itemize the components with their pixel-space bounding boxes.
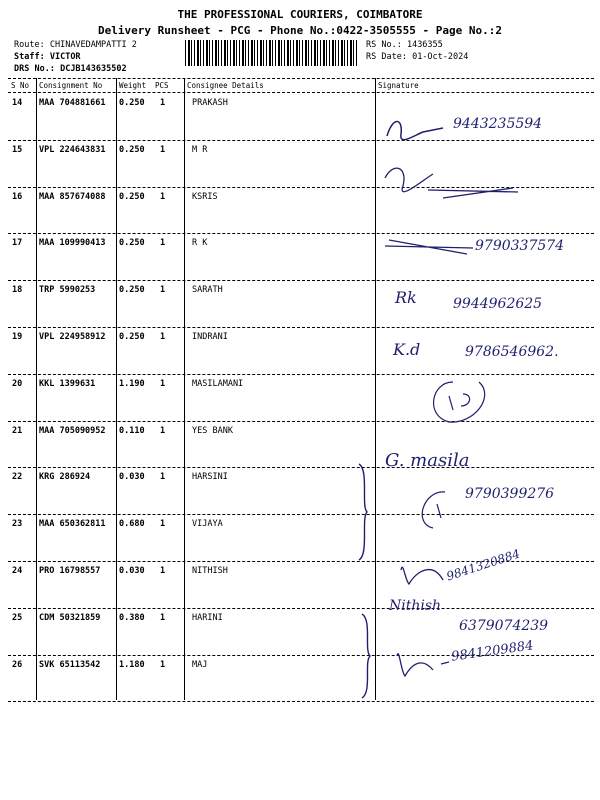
signature-row-20 (383, 430, 588, 484)
pcs-cell: 1 (160, 144, 166, 155)
signature-name: Nithish (389, 598, 442, 614)
signature-phone: 9786546962. (465, 344, 559, 360)
signature-row-22 (383, 540, 588, 594)
brace-bracket (355, 462, 371, 562)
rs-no-label: RS No.: (366, 40, 402, 50)
pcs-cell: 1 (160, 659, 166, 670)
signature-phone: 9790337574 (475, 238, 565, 254)
runsheet-table (8, 78, 594, 700)
pcs-cell: 1 (160, 378, 166, 389)
route-label: Route: (14, 40, 45, 50)
header-consignment: Consignment No (39, 81, 103, 90)
consignee-cell: SARATH (192, 285, 223, 296)
header-weight: Weight (119, 81, 147, 90)
consignee-cell: R K (192, 238, 208, 249)
weight-cell: 0.030 (119, 566, 145, 576)
consignee-cell: MASILAMANI (192, 378, 244, 389)
signature-phone: 6379074239 (459, 618, 549, 634)
pcs-cell: 1 (160, 425, 166, 436)
consignment-cell: VPL 224958912 (39, 332, 106, 342)
sno-cell: 16 (12, 191, 23, 202)
header-consignee: Consignee Details (187, 81, 264, 90)
consignee-cell: INDRANI (192, 332, 228, 342)
company-title: THE PROFESSIONAL COURIERS, COIMBATORE (177, 8, 423, 21)
sno-cell: 22 (12, 472, 23, 483)
sno-cell: 26 (12, 659, 23, 670)
sno-cell: 17 (12, 238, 23, 249)
consignment-cell: TRP 5990253 (39, 285, 96, 296)
consignment-cell: MAA 109990413 (39, 238, 106, 249)
consignee-cell: VIJAYA (192, 519, 223, 530)
sno-cell: 18 (12, 285, 23, 296)
consignee-cell: HARINI (192, 612, 223, 623)
consignment-cell: KRG 286924 (39, 472, 91, 483)
consignee-cell: M R (192, 144, 208, 155)
drs-label: DRS No.: (14, 64, 55, 74)
consignment-cell: PRO 16798557 (39, 566, 101, 576)
consignment-cell: MAA 705090952 (39, 425, 106, 436)
pcs-cell: 1 (160, 612, 166, 623)
signature-phone: 9841209884 (450, 638, 535, 665)
signature-name: K.d (393, 340, 421, 359)
rs-date-value: 01-Oct-2024 (412, 52, 469, 62)
signature-phone: 9841320884 (444, 546, 522, 584)
weight-cell: 0.250 (119, 144, 145, 155)
consignment-cell: VPL 224643831 (39, 144, 106, 155)
signature-phone: 9944962625 (453, 296, 543, 312)
row-rule (8, 701, 594, 702)
consignment-cell: SVK 65113542 (39, 659, 101, 670)
sno-cell: 24 (12, 566, 23, 576)
consignment-cell: MAA 857674088 (39, 191, 106, 202)
signature-row-25 (383, 638, 588, 692)
weight-cell: 0.680 (119, 519, 145, 530)
barcode (185, 40, 357, 66)
staff-label: Staff: (14, 52, 45, 62)
weight-cell: 0.250 (119, 238, 145, 249)
signature-scribble (383, 106, 588, 160)
signature-row-18 (383, 322, 588, 376)
signature-name: Rk (395, 288, 417, 307)
signature-row-16 (383, 214, 588, 268)
weight-cell: 1.190 (119, 378, 145, 389)
consignee-cell: PRAKASH (192, 98, 228, 108)
signature-row-15 (383, 160, 588, 214)
weight-cell: 0.250 (119, 285, 145, 296)
signature-phone: 9790399276 (465, 486, 555, 502)
consignment-cell: MAA 650362811 (39, 519, 106, 530)
sno-cell: 15 (12, 144, 23, 155)
signature-name: G. masila (385, 450, 470, 471)
rs-date-line (366, 52, 468, 62)
runsheet-subtitle: Delivery Runsheet - PCG - Phone No.:0422-3505555 - Page No.:2 (98, 24, 502, 37)
header-sno: S No (11, 81, 30, 90)
sno-cell: 14 (12, 98, 23, 108)
pcs-cell: 1 (160, 285, 166, 296)
pcs-cell: 1 (160, 332, 166, 342)
signature-scribble (383, 376, 588, 430)
rs-no-value: 1436355 (406, 40, 443, 50)
weight-cell: 1.180 (119, 659, 145, 670)
weight-cell: 0.110 (119, 425, 145, 436)
weight-cell: 0.030 (119, 472, 145, 483)
header-pcs: PCS (155, 81, 169, 90)
consignee-cell: KSRIS (192, 191, 218, 202)
route-line (14, 40, 137, 50)
consignee-cell: MAJ (192, 659, 208, 670)
signature-row-21 (383, 484, 588, 538)
header-rule (8, 92, 594, 93)
weight-cell: 0.250 (119, 98, 145, 108)
pcs-cell: 1 (160, 472, 166, 483)
pcs-cell: 1 (160, 238, 166, 249)
pcs-cell: 1 (160, 519, 166, 530)
drs-value: DCJB143635502 (60, 64, 127, 74)
pcs-cell: 1 (160, 566, 166, 576)
route-value: CHINAVEDAMPATTI 2 (49, 40, 137, 50)
consignment-cell: CDM 50321859 (39, 612, 101, 623)
consignment-cell: MAA 704881661 (39, 98, 106, 108)
drs-line (14, 64, 127, 74)
consignee-cell: HARSINI (192, 472, 228, 483)
weight-cell: 0.250 (119, 332, 145, 342)
consignee-cell: NITHISH (192, 566, 228, 576)
sno-cell: 21 (12, 425, 23, 436)
staff-value: VICTOR (49, 52, 81, 62)
pcs-cell: 1 (160, 191, 166, 202)
consignment-cell: KKL 1399631 (39, 378, 96, 389)
sno-cell: 19 (12, 332, 23, 342)
rs-no-line (366, 40, 443, 50)
sno-cell: 25 (12, 612, 23, 623)
sno-cell: 23 (12, 519, 23, 530)
rs-date-label: RS Date: (366, 52, 407, 62)
signature-row-14 (383, 106, 588, 160)
header-signature: Signature (378, 81, 419, 90)
signature-row-17 (383, 268, 588, 322)
signature-row-19 (383, 376, 588, 430)
weight-cell: 0.380 (119, 612, 145, 623)
consignee-cell: YES BANK (192, 425, 233, 436)
brace-bracket (358, 612, 374, 700)
table-top-rule (8, 78, 594, 79)
signature-scribble (383, 160, 588, 214)
pcs-cell: 1 (160, 98, 166, 108)
signature-phone: 9443235594 (453, 116, 543, 132)
weight-cell: 0.250 (119, 191, 145, 202)
sno-cell: 20 (12, 378, 23, 389)
staff-line (14, 52, 81, 62)
